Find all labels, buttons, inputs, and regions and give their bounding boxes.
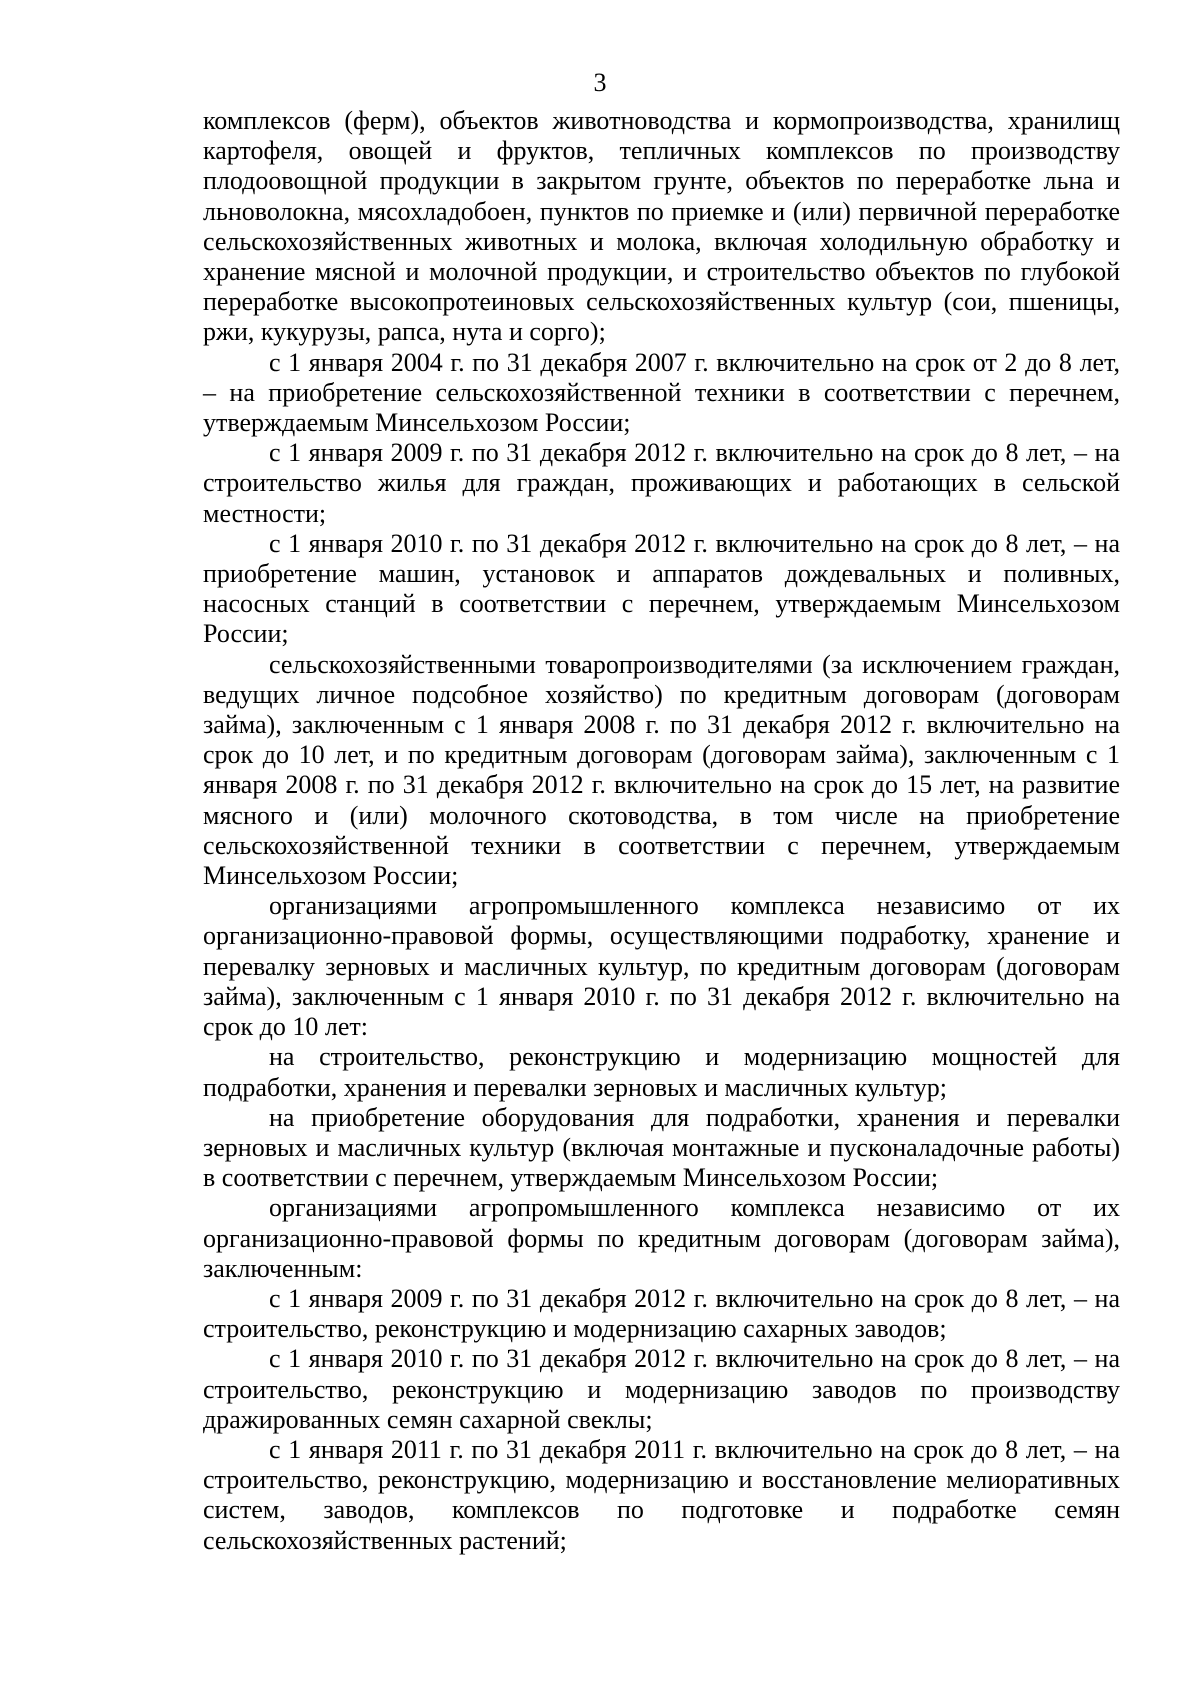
paragraph: с 1 января 2004 г. по 31 декабря 2007 г. включительно на срок от 2 до 8 лет, – на приобретение сельскохозяйственной техники в соответствии с перечнем, утверждаемым Минсельхозом России; [203,347,1120,438]
paragraph: на строительство, реконструкцию и модернизацию мощностей для подработки, хранения и перевалки зерновых и масличных культур; [203,1042,1120,1102]
paragraph: с 1 января 2009 г. по 31 декабря 2012 г. включительно на срок до 8 лет, – на строительство, реконструкцию и модернизацию сахарных заводов; [203,1283,1120,1344]
paragraph: организациями агропромышленного комплекса независимо от их организационно-правовой формы, осуществляющими подработку, хранение и перевалку зерновых и масличных культур, по кредитным договорам (договорам займа), заключенным с 1 января 2010 г. по 31 декабря 2012 г. включительно на срок до 10 лет: [203,891,1120,1042]
paragraph: с 1 января 2010 г. по 31 декабря 2012 г. включительно на срок до 8 лет, – на приобретение машин, установок и аппаратов дождевальных и поливных, насосных станций в соответствии с перечнем, утверждаемым Минсельхозом России; [203,528,1120,649]
paragraph: сельскохозяйственными товаропроизводителями (за исключением граждан, ведущих личное подсобное хозяйство) по кредитным договорам (договорам займа), заключенным с 1 января 2008 г. по 31 декабря 2012 г. включительно на срок до 10 лет, и по кредитным договорам (договорам займа), заключенным с 1 января 2008 г. по 31 декабря 2012 г. включительно на срок до 15 лет, на развитие мясного и (или) молочного скотоводства, в том числе на приобретение сельскохозяйственной техники в соответствии с перечнем, утверждаемым Минсельхозом России; [203,649,1120,891]
document-body [203,106,1120,1556]
paragraph: организациями агропромышленного комплекса независимо от их организационно-правовой формы по кредитным договорам (договорам займа), заключенным: [203,1193,1120,1283]
page-number: 3 [593,68,607,97]
paragraph: с 1 января 2011 г. по 31 декабря 2011 г. включительно на срок до 8 лет, – на строительство, реконструкцию, модернизацию и восстановление мелиоративных систем, заводов, комплексов по подготовке и подработке семян сельскохозяйственных растений; [203,1434,1120,1555]
paragraph: комплексов (ферм), объектов животноводства и кормопроизводства, хранилищ картофеля, овощей и фруктов, тепличных комплексов по производству плодоовощной продукции в закрытом грунте, объектов по переработке льна и льноволокна, мясохладобоен, пунктов по приемке и (или) первичной переработке сельскохозяйственных животных и молока, включая холодильную обработку и хранение мясной и молочной продукции, и строительство объектов по глубокой переработке высокопротеиновых сельскохозяйственных культур (сои, пшеницы, ржи, кукурузы, рапса, нута и сорго); [203,106,1120,347]
paragraph: с 1 января 2010 г. по 31 декабря 2012 г. включительно на срок до 8 лет, – на строительство, реконструкцию и модернизацию заводов по производству дражированных семян сахарной свеклы; [203,1344,1120,1434]
paragraph: с 1 января 2009 г. по 31 декабря 2012 г. включительно на срок до 8 лет, – на строительство жилья для граждан, проживающих и работающих в сельской местности; [203,438,1120,528]
paragraph: на приобретение оборудования для подработки, хранения и перевалки зерновых и масличных культур (включая монтажные и пусконаладочные работы) в соответствии с перечнем, утверждаемым Минсельхозом России; [203,1102,1120,1193]
